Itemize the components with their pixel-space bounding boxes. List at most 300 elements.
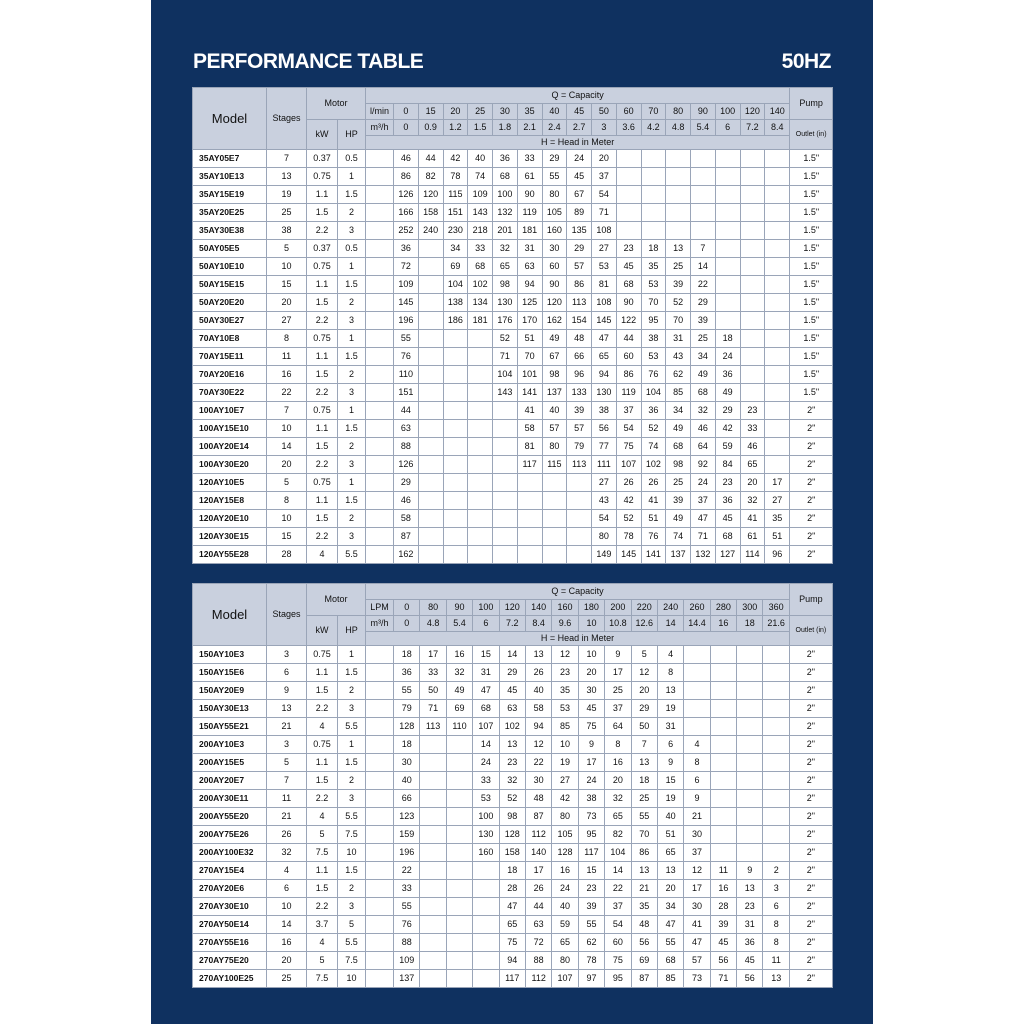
empty-cell [366, 312, 394, 330]
head-cell [443, 474, 468, 492]
head-cell: 20 [578, 664, 604, 682]
hp-cell: 2 [338, 772, 366, 790]
head-cell [740, 330, 765, 348]
head-cell [443, 546, 468, 564]
outlet-cell: 2" [789, 898, 832, 916]
head-cell: 34 [443, 240, 468, 258]
head-cell: 128 [394, 718, 420, 736]
head-cell: 69 [446, 700, 472, 718]
hp-cell: 1 [338, 402, 366, 420]
model-cell: 150AY20E9 [193, 682, 267, 700]
head-cell [737, 718, 763, 736]
head-cell: 24 [473, 754, 499, 772]
head-cell: 6 [657, 736, 683, 754]
head-cell: 9 [657, 754, 683, 772]
head-cell: 74 [468, 168, 493, 186]
model-header: Model [193, 584, 267, 646]
head-cell: 23 [616, 240, 641, 258]
head-cell: 57 [567, 420, 592, 438]
head-cell: 29 [394, 474, 419, 492]
head-cell: 29 [499, 664, 525, 682]
head-cell: 55 [542, 168, 567, 186]
head-cell: 28 [499, 880, 525, 898]
head-cell: 40 [542, 402, 567, 420]
model-cell: 150AY55E21 [193, 718, 267, 736]
table-header [193, 88, 833, 150]
head-cell [493, 438, 518, 456]
head-cell: 63 [394, 420, 419, 438]
head-cell: 76 [641, 528, 666, 546]
volume-unit: m³/h [366, 616, 394, 632]
head-cell: 17 [578, 754, 604, 772]
head-cell [493, 546, 518, 564]
head-cell [443, 456, 468, 474]
head-cell: 96 [765, 546, 790, 564]
head-cell [710, 646, 736, 664]
head-cell [493, 402, 518, 420]
flow-value: 100 [715, 104, 740, 120]
head-cell: 31 [657, 718, 683, 736]
head-cell [418, 402, 443, 420]
head-cell: 29 [691, 294, 716, 312]
head-cell: 8 [684, 754, 710, 772]
head-cell: 109 [468, 186, 493, 204]
head-cell: 31 [473, 664, 499, 682]
head-cell: 12 [552, 646, 578, 664]
motor-header: Motor [307, 88, 366, 120]
head-cell: 36 [737, 934, 763, 952]
head-cell: 45 [499, 682, 525, 700]
model-cell: 200AY55E20 [193, 808, 267, 826]
stages-cell: 20 [267, 456, 307, 474]
head-cell [763, 700, 789, 718]
kw-cell: 1.1 [307, 186, 338, 204]
hp-cell: 1 [338, 736, 366, 754]
head-cell [418, 384, 443, 402]
kw-header: kW [307, 120, 338, 150]
kw-cell: 4 [307, 546, 338, 564]
head-cell: 170 [517, 312, 542, 330]
head-cell: 65 [552, 934, 578, 952]
head-cell: 74 [641, 438, 666, 456]
head-cell: 62 [578, 934, 604, 952]
head-cell [641, 204, 666, 222]
head-cell [420, 952, 446, 970]
head-cell: 65 [592, 348, 617, 366]
flow-value: 200 [605, 600, 631, 616]
flow-value: 360 [763, 600, 789, 616]
hp-cell: 1.5 [338, 420, 366, 438]
head-cell: 32 [446, 664, 472, 682]
kw-cell: 0.75 [307, 168, 338, 186]
head-cell: 128 [499, 826, 525, 844]
kw-cell: 2.2 [307, 700, 338, 718]
volume-value: 14.4 [684, 616, 710, 632]
head-cell: 37 [691, 492, 716, 510]
head-cell: 42 [715, 420, 740, 438]
head-cell: 12 [684, 862, 710, 880]
head-cell: 201 [493, 222, 518, 240]
head-cell [420, 880, 446, 898]
head-cell: 41 [684, 916, 710, 934]
empty-cell [366, 952, 394, 970]
volume-value: 18 [737, 616, 763, 632]
head-cell: 53 [641, 276, 666, 294]
head-cell [684, 664, 710, 682]
head-cell: 63 [499, 700, 525, 718]
outlet-cell: 2" [790, 456, 833, 474]
outlet-cell: 2" [790, 438, 833, 456]
kw-cell: 1.1 [307, 492, 338, 510]
head-cell [420, 754, 446, 772]
kw-cell: 2.2 [307, 384, 338, 402]
head-cell: 14 [691, 258, 716, 276]
head-cell: 9 [684, 790, 710, 808]
head-cell: 23 [499, 754, 525, 772]
kw-cell: 1.5 [307, 204, 338, 222]
hp-cell: 0.5 [338, 240, 366, 258]
head-cell: 94 [525, 718, 551, 736]
head-cell: 55 [394, 898, 420, 916]
head-cell: 39 [666, 492, 691, 510]
head-cell [446, 772, 472, 790]
head-cell: 16 [446, 646, 472, 664]
empty-cell [366, 330, 394, 348]
head-cell [418, 492, 443, 510]
head-cell: 80 [552, 952, 578, 970]
table-row [193, 402, 833, 420]
head-cell: 126 [394, 456, 419, 474]
table-row [193, 862, 833, 880]
head-cell: 108 [592, 222, 617, 240]
head-cell: 65 [499, 916, 525, 934]
head-cell: 47 [499, 898, 525, 916]
head-cell [567, 474, 592, 492]
head-cell [493, 528, 518, 546]
head-cell: 98 [499, 808, 525, 826]
table-row [193, 700, 833, 718]
outlet-cell: 2" [789, 682, 832, 700]
head-cell: 19 [657, 790, 683, 808]
head-cell: 51 [517, 330, 542, 348]
head-cell: 61 [740, 528, 765, 546]
stages-cell: 5 [267, 754, 307, 772]
head-cell [763, 718, 789, 736]
empty-cell [366, 204, 394, 222]
head-cell [468, 402, 493, 420]
head-cell [740, 348, 765, 366]
head-cell: 110 [446, 718, 472, 736]
head-cell: 76 [394, 348, 419, 366]
empty-cell [366, 970, 394, 988]
table-row [193, 240, 833, 258]
head-cell [473, 916, 499, 934]
kw-cell: 0.75 [307, 474, 338, 492]
head-cell: 17 [765, 474, 790, 492]
head-cell: 158 [418, 204, 443, 222]
head-cell [765, 222, 790, 240]
head-cell: 59 [715, 438, 740, 456]
stages-cell: 22 [267, 384, 307, 402]
head-cell: 102 [499, 718, 525, 736]
model-header: Model [193, 88, 267, 150]
hp-cell: 1.5 [338, 276, 366, 294]
head-cell [468, 348, 493, 366]
empty-cell [366, 916, 394, 934]
hp-cell: 5.5 [338, 808, 366, 826]
head-cell [684, 646, 710, 664]
head-cell [418, 240, 443, 258]
head-cell: 137 [394, 970, 420, 988]
head-cell: 56 [710, 952, 736, 970]
head-cell [446, 970, 472, 988]
flow-value: 70 [641, 104, 666, 120]
stages-cell: 20 [267, 294, 307, 312]
head-cell [765, 402, 790, 420]
head-cell [473, 898, 499, 916]
kw-cell: 1.1 [307, 664, 338, 682]
volume-value: 3 [592, 120, 617, 136]
head-cell: 75 [578, 718, 604, 736]
volume-value: 4.2 [641, 120, 666, 136]
head-cell: 18 [715, 330, 740, 348]
head-label: H = Head in Meter [366, 632, 790, 646]
volume-value: 1.8 [493, 120, 518, 136]
head-cell [517, 474, 542, 492]
outlet-cell: 1.5" [790, 240, 833, 258]
flow-value: 220 [631, 600, 657, 616]
volume-value: 2.1 [517, 120, 542, 136]
head-cell [468, 492, 493, 510]
outlet-cell: 2" [789, 970, 832, 988]
outlet-cell: 2" [790, 528, 833, 546]
head-cell: 80 [592, 528, 617, 546]
empty-cell [366, 420, 394, 438]
head-cell: 86 [616, 366, 641, 384]
head-cell: 88 [525, 952, 551, 970]
head-cell: 90 [616, 294, 641, 312]
head-cell: 11 [710, 862, 736, 880]
head-cell: 117 [578, 844, 604, 862]
hp-cell: 3 [338, 384, 366, 402]
head-cell [420, 934, 446, 952]
head-cell: 141 [517, 384, 542, 402]
head-cell: 60 [542, 258, 567, 276]
volume-value: 3.6 [616, 120, 641, 136]
volume-value: 14 [657, 616, 683, 632]
head-cell: 44 [616, 330, 641, 348]
head-cell: 98 [493, 276, 518, 294]
head-cell [542, 492, 567, 510]
head-cell: 132 [691, 546, 716, 564]
model-cell: 270AY75E20 [193, 952, 267, 970]
head-cell [691, 204, 716, 222]
head-cell [765, 294, 790, 312]
head-cell [763, 826, 789, 844]
head-cell: 145 [394, 294, 419, 312]
performance-page [151, 0, 873, 1024]
head-cell: 48 [525, 790, 551, 808]
stages-cell: 13 [267, 168, 307, 186]
head-cell: 14 [605, 862, 631, 880]
table-row [193, 898, 833, 916]
hp-cell: 10 [338, 844, 366, 862]
outlet-cell: 2" [789, 844, 832, 862]
head-cell: 78 [578, 952, 604, 970]
head-cell: 44 [525, 898, 551, 916]
model-cell: 200AY100E32 [193, 844, 267, 862]
head-cell [468, 510, 493, 528]
head-cell: 58 [394, 510, 419, 528]
table-row [193, 366, 833, 384]
head-cell: 64 [691, 438, 716, 456]
table-row [193, 168, 833, 186]
head-cell [710, 808, 736, 826]
head-cell [468, 330, 493, 348]
head-cell [666, 222, 691, 240]
head-cell: 36 [641, 402, 666, 420]
head-cell: 36 [394, 240, 419, 258]
table-row [193, 934, 833, 952]
table-row [193, 790, 833, 808]
stages-cell: 10 [267, 510, 307, 528]
stages-cell: 10 [267, 258, 307, 276]
motor-header: Motor [307, 584, 366, 616]
outlet-cell: 2" [790, 510, 833, 528]
table-row [193, 736, 833, 754]
outlet-cell: 2" [790, 474, 833, 492]
head-cell [763, 754, 789, 772]
head-cell [446, 916, 472, 934]
head-cell [446, 826, 472, 844]
head-cell: 88 [394, 934, 420, 952]
kw-cell: 5 [307, 952, 338, 970]
head-cell [418, 294, 443, 312]
flow-value: 300 [737, 600, 763, 616]
head-cell: 32 [493, 240, 518, 258]
head-cell [765, 456, 790, 474]
head-cell [420, 862, 446, 880]
head-cell [763, 646, 789, 664]
head-cell [666, 150, 691, 168]
model-cell: 270AY20E6 [193, 880, 267, 898]
model-cell: 270AY15E4 [193, 862, 267, 880]
head-cell: 76 [641, 366, 666, 384]
head-cell: 113 [567, 456, 592, 474]
head-cell: 24 [552, 880, 578, 898]
outlet-header: Outlet (in) [789, 616, 832, 646]
head-cell: 9 [578, 736, 604, 754]
head-cell: 37 [605, 898, 631, 916]
empty-cell [366, 492, 394, 510]
head-cell [691, 168, 716, 186]
head-cell [443, 492, 468, 510]
head-cell: 54 [592, 510, 617, 528]
kw-cell: 1.5 [307, 294, 338, 312]
head-cell: 46 [740, 438, 765, 456]
head-cell: 53 [592, 258, 617, 276]
head-cell: 36 [715, 492, 740, 510]
volume-value: 5.4 [446, 616, 472, 632]
head-cell: 66 [567, 348, 592, 366]
table-row [193, 186, 833, 204]
outlet-cell: 2" [789, 808, 832, 826]
head-cell: 17 [420, 646, 446, 664]
head-cell: 107 [552, 970, 578, 988]
head-cell [691, 222, 716, 240]
model-cell: 120AY30E15 [193, 528, 267, 546]
head-cell [715, 222, 740, 240]
head-cell [443, 402, 468, 420]
head-cell: 68 [691, 384, 716, 402]
stages-cell: 11 [267, 790, 307, 808]
stages-cell: 7 [267, 402, 307, 420]
head-cell [765, 420, 790, 438]
head-cell: 49 [691, 366, 716, 384]
head-cell: 12 [631, 664, 657, 682]
head-cell: 45 [578, 700, 604, 718]
hp-cell: 1.5 [338, 754, 366, 772]
kw-cell: 4 [307, 808, 338, 826]
head-cell: 64 [605, 718, 631, 736]
head-cell [468, 474, 493, 492]
head-cell: 151 [443, 204, 468, 222]
head-cell: 98 [542, 366, 567, 384]
head-cell: 70 [666, 312, 691, 330]
head-cell: 56 [631, 934, 657, 952]
head-cell: 125 [517, 294, 542, 312]
head-cell: 26 [641, 474, 666, 492]
head-cell: 47 [657, 916, 683, 934]
head-cell: 34 [691, 348, 716, 366]
head-cell: 27 [552, 772, 578, 790]
head-cell: 7 [691, 240, 716, 258]
head-cell: 39 [710, 916, 736, 934]
head-cell: 26 [616, 474, 641, 492]
header-row [193, 88, 833, 104]
hp-cell: 1.5 [338, 186, 366, 204]
head-cell: 7 [631, 736, 657, 754]
head-cell: 88 [394, 438, 419, 456]
head-cell: 21 [684, 808, 710, 826]
head-cell [493, 510, 518, 528]
head-cell [715, 258, 740, 276]
flow-value: 260 [684, 600, 710, 616]
empty-cell [366, 754, 394, 772]
head-cell: 120 [542, 294, 567, 312]
head-cell: 52 [666, 294, 691, 312]
head-cell: 140 [525, 844, 551, 862]
flow-value: 0 [394, 104, 419, 120]
empty-cell [366, 150, 394, 168]
head-cell [737, 844, 763, 862]
head-cell: 37 [616, 402, 641, 420]
head-cell: 55 [394, 330, 419, 348]
head-cell [420, 790, 446, 808]
performance-table-1 [192, 87, 833, 564]
head-cell [443, 366, 468, 384]
hp-cell: 1.5 [338, 664, 366, 682]
head-cell: 24 [691, 474, 716, 492]
head-cell [691, 150, 716, 168]
head-cell: 14 [473, 736, 499, 754]
head-cell [710, 718, 736, 736]
head-cell [765, 240, 790, 258]
hp-header: HP [338, 616, 366, 646]
outlet-cell: 1.5" [790, 348, 833, 366]
model-cell: 100AY15E10 [193, 420, 267, 438]
head-cell: 18 [641, 240, 666, 258]
